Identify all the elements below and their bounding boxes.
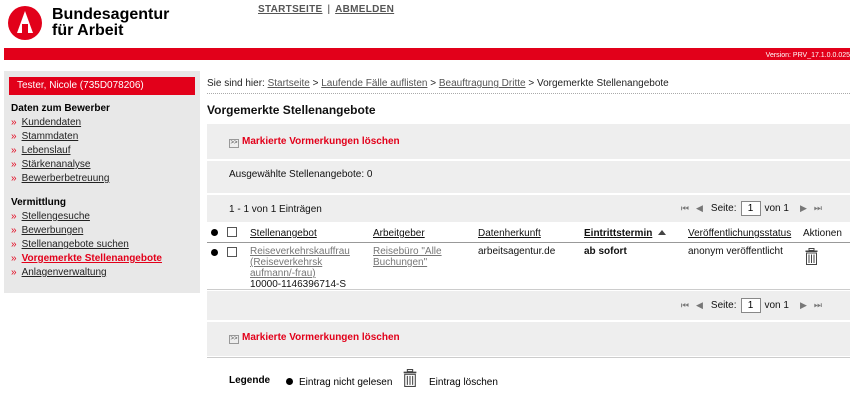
column-header-offer[interactable]: Stellenangebot bbox=[250, 228, 317, 239]
forward-icon: >> bbox=[230, 336, 238, 342]
pager-top bbox=[681, 201, 822, 216]
breadcrumb-current: Vorgemerkte Stellenangebote bbox=[536, 78, 669, 89]
section-title-vermittlung: Vermittlung bbox=[11, 197, 67, 208]
column-header-source[interactable]: Datenherkunft bbox=[478, 228, 541, 239]
breadcrumb-separator: > bbox=[430, 78, 437, 89]
sidebar-item-vorgemerkte-stellenangebote[interactable] bbox=[11, 253, 200, 267]
sidebar bbox=[4, 71, 200, 293]
sidebar-link[interactable]: Vorgemerkte Stellenangebote bbox=[21, 253, 162, 264]
sidebar-link[interactable]: Bewerberbetreuung bbox=[21, 173, 110, 184]
page-label: Seite: bbox=[710, 300, 737, 311]
employer-line: Reisebüro "Alle bbox=[373, 246, 442, 257]
unread-dot-icon bbox=[211, 229, 218, 236]
employer-link[interactable] bbox=[373, 246, 442, 268]
home-link[interactable]: STARTSEITE bbox=[258, 4, 323, 15]
table-header bbox=[207, 223, 850, 243]
divider bbox=[207, 93, 850, 94]
sidebar-item-stellengesuche[interactable] bbox=[11, 211, 200, 225]
page-input-top[interactable] bbox=[741, 201, 761, 216]
sidebar-item-stammdaten[interactable] bbox=[11, 131, 200, 145]
table-row bbox=[207, 244, 850, 290]
page-label: Seite: bbox=[710, 203, 737, 214]
chevron-right-icon: » bbox=[11, 159, 17, 170]
chevron-right-icon: » bbox=[11, 173, 17, 184]
nav-separator: | bbox=[327, 4, 331, 15]
page-title: Vorgemerkte Stellenangebote bbox=[207, 103, 376, 117]
cell-status: anonym veröffentlicht bbox=[688, 246, 783, 257]
page-of-label: von 1 bbox=[764, 203, 789, 214]
ba-logo-icon bbox=[8, 6, 42, 40]
chevron-right-icon: » bbox=[11, 239, 17, 250]
pager-panel-bottom bbox=[207, 291, 850, 320]
sidebar-link[interactable]: Anlagenverwaltung bbox=[21, 267, 107, 278]
sidebar-link[interactable]: Stammdaten bbox=[21, 131, 79, 142]
brand-line-2: für Arbeit bbox=[52, 22, 124, 39]
offer-link[interactable] bbox=[250, 246, 350, 279]
sidebar-link[interactable]: Stellengesuche bbox=[21, 211, 90, 222]
legend-delete: Eintrag löschen bbox=[429, 377, 498, 388]
breadcrumb-link-faelle[interactable]: Laufende Fälle auflisten bbox=[321, 78, 428, 89]
chevron-right-icon: » bbox=[11, 253, 17, 264]
chevron-right-icon: » bbox=[11, 131, 17, 142]
breadcrumb-prefix: Sie sind hier: bbox=[207, 78, 265, 89]
column-header-actions: Aktionen bbox=[803, 228, 842, 239]
sidebar-item-stellenangebote-suchen[interactable] bbox=[11, 239, 200, 253]
user-name-box: Tester, Nicole (735D078206) bbox=[9, 77, 195, 95]
chevron-right-icon: » bbox=[11, 145, 17, 156]
sort-asc-icon bbox=[658, 230, 666, 235]
prev-page-icon[interactable]: ◀ bbox=[696, 203, 703, 213]
range-text: 1 - 1 von 1 Einträgen bbox=[229, 204, 322, 215]
last-page-icon[interactable]: ⏭ bbox=[813, 203, 822, 213]
offer-id: 10000-1146396714-S bbox=[250, 279, 347, 290]
delete-marked-button-top[interactable] bbox=[229, 136, 400, 148]
delete-marked-label: Markierte Vormerkungen löschen bbox=[242, 136, 400, 147]
unread-dot-icon bbox=[211, 249, 218, 256]
breadcrumb-separator: > bbox=[312, 78, 319, 89]
breadcrumb-separator: > bbox=[528, 78, 535, 89]
first-page-icon[interactable]: ⏮ bbox=[680, 203, 689, 213]
sidebar-link[interactable]: Stellenangebote suchen bbox=[21, 239, 129, 250]
header-bar bbox=[4, 48, 850, 60]
brand-line-1: Bundesagentur bbox=[52, 6, 170, 23]
unread-dot-icon bbox=[286, 378, 293, 385]
trash-icon bbox=[403, 369, 417, 387]
selected-count: Ausgewählte Stellenangebote: 0 bbox=[229, 169, 373, 180]
section-title-bewerber: Daten zum Bewerber bbox=[11, 103, 110, 114]
forward-icon: >> bbox=[230, 140, 238, 146]
sidebar-item-bewerberbetreuung[interactable] bbox=[11, 173, 200, 187]
page-input-bottom[interactable] bbox=[741, 298, 761, 313]
sidebar-item-staerkenanalyse[interactable] bbox=[11, 159, 200, 173]
next-page-icon[interactable]: ▶ bbox=[799, 203, 807, 213]
top-action-panel bbox=[207, 124, 850, 159]
cell-source: arbeitsagentur.de bbox=[478, 246, 556, 257]
sidebar-link[interactable]: Stärkenanalyse bbox=[21, 159, 91, 170]
offer-line: aufmann/-frau) bbox=[250, 268, 316, 279]
employer-line: Buchungen" bbox=[373, 257, 428, 268]
offer-line: (Reiseverkehrsk bbox=[250, 257, 323, 268]
first-page-icon[interactable]: ⏮ bbox=[680, 300, 689, 310]
pager-bottom bbox=[681, 298, 822, 313]
version-label: Version: PRV_17.1.0.0.025 bbox=[765, 52, 850, 59]
sidebar-link[interactable]: Lebenslauf bbox=[21, 145, 71, 156]
breadcrumb-link-beauftragung[interactable]: Beauftragung Dritte bbox=[438, 78, 526, 89]
next-page-icon[interactable]: ▶ bbox=[799, 300, 807, 310]
legend-not-read: Eintrag nicht gelesen bbox=[299, 377, 393, 388]
sidebar-item-bewerbungen[interactable] bbox=[11, 225, 200, 239]
sidebar-link[interactable]: Bewerbungen bbox=[21, 225, 84, 236]
chevron-right-icon: » bbox=[11, 267, 17, 278]
column-header-entry[interactable] bbox=[584, 228, 666, 239]
breadcrumb-link-startseite[interactable]: Startseite bbox=[267, 78, 310, 89]
select-all-checkbox[interactable] bbox=[227, 227, 237, 237]
last-page-icon[interactable]: ⏭ bbox=[813, 300, 822, 310]
sidebar-item-lebenslauf[interactable] bbox=[11, 145, 200, 159]
cell-employer bbox=[373, 246, 473, 268]
logout-link[interactable]: ABMELDEN bbox=[335, 4, 395, 15]
bottom-action-panel bbox=[207, 322, 850, 356]
selection-panel bbox=[207, 161, 850, 193]
pager-panel-top bbox=[207, 195, 850, 222]
chevron-right-icon: » bbox=[11, 117, 17, 128]
delete-marked-button-bottom[interactable] bbox=[229, 332, 400, 344]
offer-line: Reiseverkehrskauffrau bbox=[250, 246, 350, 257]
trash-icon[interactable] bbox=[805, 248, 818, 265]
cell-offer bbox=[250, 246, 370, 290]
breadcrumb bbox=[207, 78, 669, 89]
legend-title: Legende bbox=[229, 375, 271, 386]
legend bbox=[207, 357, 850, 410]
row-checkbox[interactable] bbox=[227, 247, 237, 257]
page-of-label: von 1 bbox=[764, 300, 789, 311]
delete-marked-label: Markierte Vormerkungen löschen bbox=[242, 332, 400, 343]
sidebar-item-kundendaten[interactable] bbox=[11, 117, 200, 131]
column-header-employer[interactable]: Arbeitgeber bbox=[373, 228, 425, 239]
sidebar-item-anlagenverwaltung[interactable] bbox=[11, 267, 200, 281]
sidebar-link[interactable]: Kundendaten bbox=[21, 117, 82, 128]
top-navigation bbox=[258, 4, 394, 15]
column-header-entry-label: Eintrittstermin bbox=[584, 228, 653, 239]
chevron-right-icon: » bbox=[11, 225, 17, 236]
brand-name bbox=[52, 7, 169, 39]
prev-page-icon[interactable]: ◀ bbox=[696, 300, 703, 310]
cell-entry: ab sofort bbox=[584, 246, 627, 257]
chevron-right-icon: » bbox=[11, 211, 17, 222]
column-header-status[interactable]: Veröffentlichungsstatus bbox=[688, 228, 792, 239]
brand-logo[interactable] bbox=[8, 6, 170, 42]
